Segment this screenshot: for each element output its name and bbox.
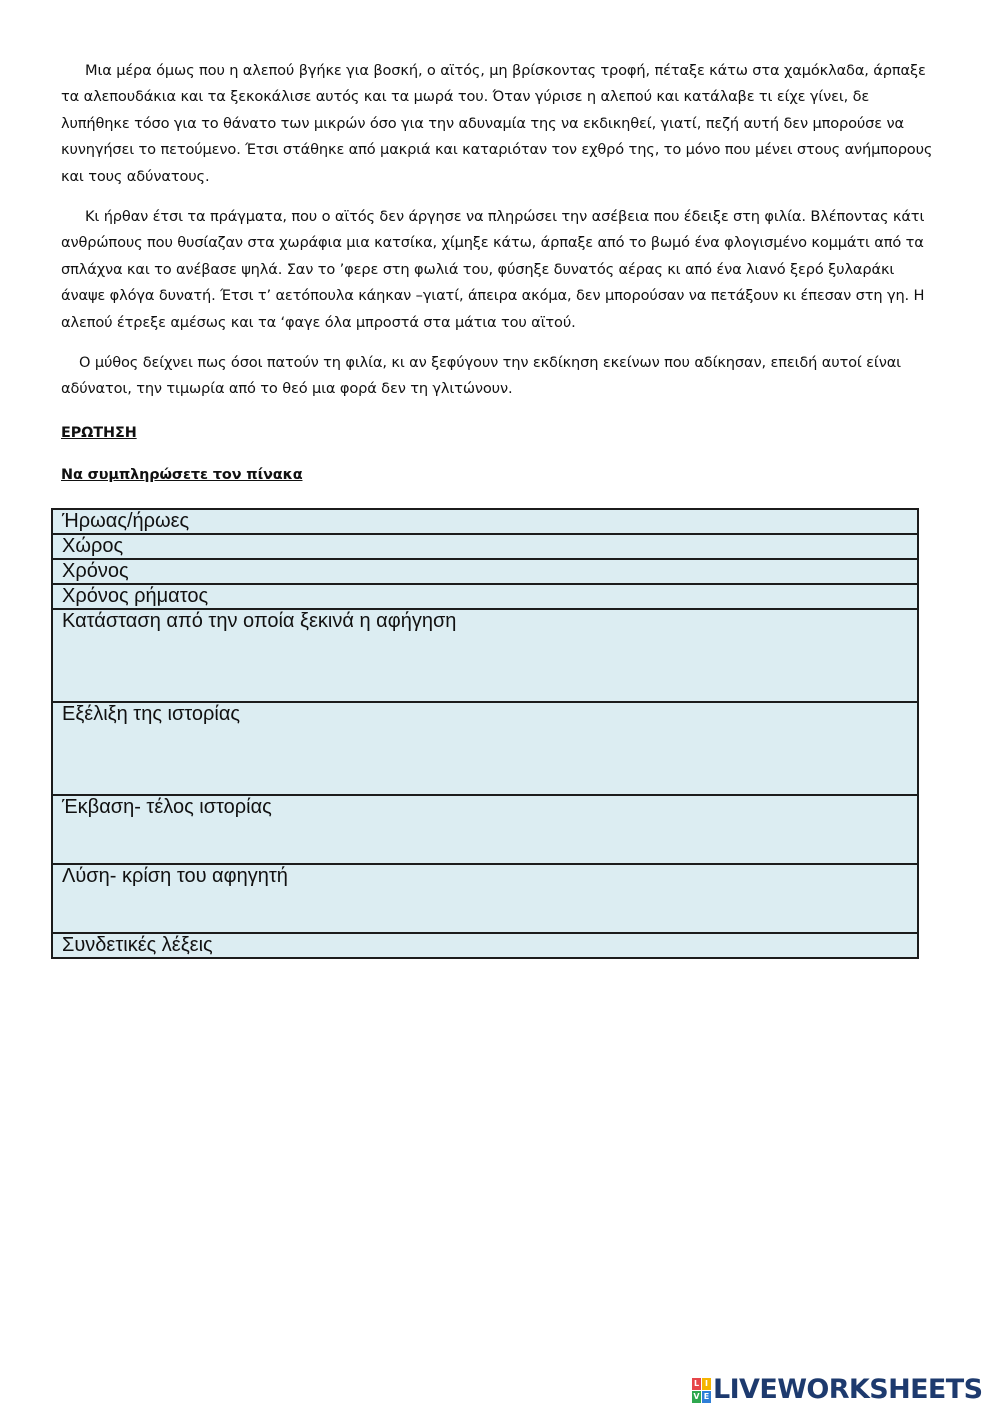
instruction-heading: Να συμπληρώσετε τον πίνακα: [61, 467, 303, 483]
table-cell-connecting-words[interactable]: Συνδετικές λέξεις: [52, 933, 918, 958]
logo-text: LIVEWORKSHEETS: [713, 1374, 983, 1405]
table-cell-initial-situation[interactable]: Κατάσταση από την οποία ξεκινά η αφήγηση: [52, 609, 918, 702]
table-row: [52, 534, 918, 559]
table-row: [52, 559, 918, 584]
logo-badge-letter: I: [702, 1378, 711, 1390]
story-text: [61, 58, 941, 417]
table-row: [52, 509, 918, 534]
table-cell-time[interactable]: Χρόνος: [52, 559, 918, 584]
table-cell-outcome[interactable]: Έκβαση- τέλος ιστορίας: [52, 795, 918, 864]
table-row: [52, 864, 918, 933]
table-cell-story-development[interactable]: Εξέλιξη της ιστορίας: [52, 702, 918, 795]
table-row: [52, 702, 918, 795]
moral-paragraph: Ο μύθος δείχνει πως όσοι πατούν τη φιλία, κι αν ξεφύγουν την εκδίκηση εκείνων που αδίκησαν, επειδή αυτοί είναι αδύνατοι, την τιμωρία από το θεό μια φορά δεν τη γλιτώνουν.: [61, 354, 901, 398]
story-paragraph-2: Κι ήρθαν έτσι τα πράγματα, που ο αϊτός δεν άργησε να πληρώσει την ασέβεια που έδειξε στη φιλία. Βλέποντας κάτι ανθρώπους που θυσίαζαν στα χωράφια μια κατσίκα, χίμηξε κάτω, άρπαξε από το βωμό ένα φλογισμένο κομμάτι από τα σπλάχνα και το ανέβασε ψηλά. Σαν το ’φερε στη φωλιά του, φύσηξε δυνατός αέρας κι από ένα λιανό ξερό ξυλαράκι άναψε φλόγα δυνατή. Έτσι τ’ αετόπουλα κάηκαν –γιατί, άπειρα ακόμα, δεν μπορούσαν να πετάξουν κι έπεσαν στη γη. Η αλεπού έτρεξε αμέσως και τα ‘φαγε όλα μπροστά στα μάτια του αϊτού.: [61, 208, 925, 331]
logo-badge-icon: [692, 1378, 711, 1403]
story-paragraph-1: Μια μέρα όμως που η αλεπού βγήκε για βοσκή, ο αϊτός, μη βρίσκοντας τροφή, πέταξε κάτω στα χαμόκλαδα, άρπαξε τα αλεπουδάκια και τα ξεκοκάλισε αυτός και τα μωρά του. Όταν γύρισε η αλεπού και κατάλαβε τι είχε γίνει, δε λυπήθηκε τόσο για το θάνατο των μικρών όσο για την αδυναμία της να εκδικηθεί, γιατί, πεζή αυτή δεν μπορούσε να κυνηγήσει το πετούμενο. Έτσι στάθηκε από μακριά και καταριόταν τον εχθρό της, το μόνο που μένει στους ανήμπορους και τους αδύνατους.: [61, 62, 933, 185]
table-row: [52, 933, 918, 958]
table-row: [52, 609, 918, 702]
logo-badge-letter: E: [703, 1391, 710, 1401]
analysis-table: [51, 508, 919, 959]
liveworksheets-logo[interactable]: [692, 1374, 982, 1406]
logo-badge-letter: V: [693, 1391, 700, 1401]
table-cell-heroes[interactable]: Ήρωας/ήρωες: [52, 509, 918, 534]
table-cell-verb-tense[interactable]: Χρόνος ρήματος: [52, 584, 918, 609]
question-heading: ΕΡΩΤΗΣΗ: [61, 425, 137, 441]
table-cell-place[interactable]: Χώρος: [52, 534, 918, 559]
table-row: [52, 795, 918, 864]
logo-badge-letter: L: [693, 1378, 700, 1388]
table-cell-narrator-judgment[interactable]: Λύση- κρίση του αφηγητή: [52, 864, 918, 933]
table-row: [52, 584, 918, 609]
